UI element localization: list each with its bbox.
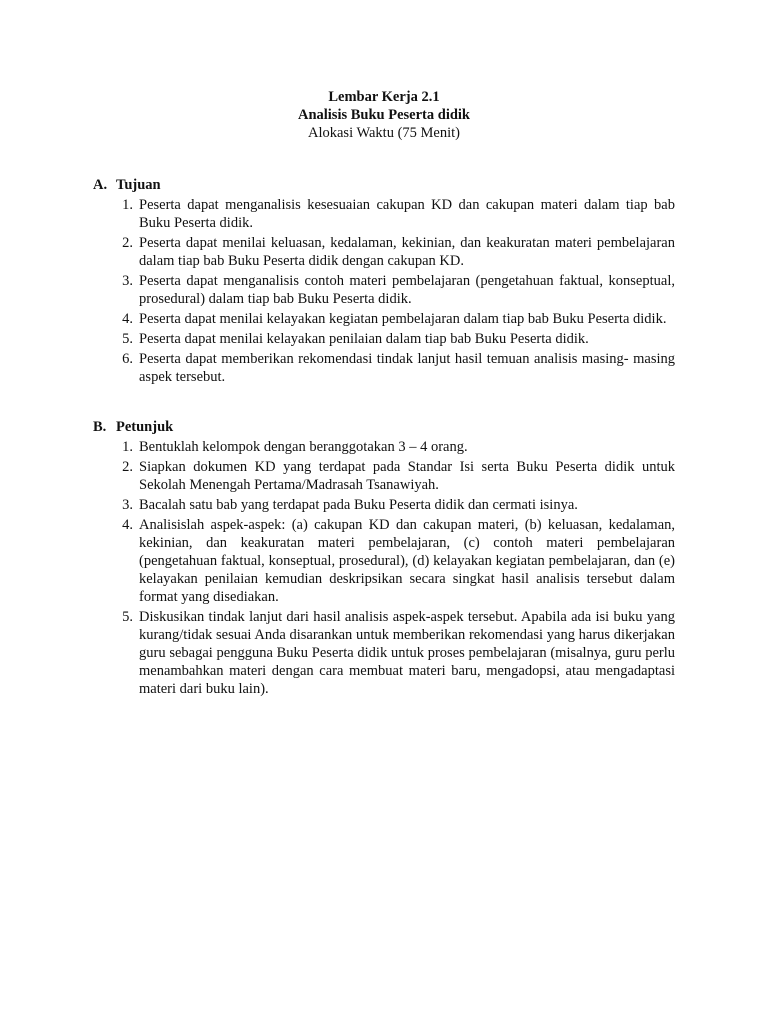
section-title: Petunjuk [116, 419, 174, 435]
time-allocation: Alokasi Waktu (75 Menit) [307, 125, 460, 141]
list-item [93, 516, 675, 606]
section-letter: A. [93, 177, 108, 193]
item-text: Siapkan dokumen KD yang terdapat pada Standar Isi serta Buku Peserta didik untuk Sekolah Menengah Pertama/Madrasah Tsanawiyah. [139, 459, 675, 493]
section-heading [93, 418, 675, 436]
list-item [93, 350, 675, 386]
worksheet-title: Lembar Kerja 2.1 [328, 89, 440, 105]
item-number: 5. [122, 609, 133, 625]
item-number: 1. [122, 439, 133, 455]
list-item [93, 196, 675, 232]
item-number: 5. [122, 331, 133, 347]
list-item [93, 458, 675, 494]
item-text: Bacalah satu bab yang terdapat pada Buku Peserta didik dan cermati isinya. [139, 497, 578, 513]
item-text: Peserta dapat memberikan rekomendasi tindak lanjut hasil temuan analisis masing- masing aspek tersebut. [139, 351, 675, 385]
item-number: 2. [122, 235, 133, 251]
document-header [0, 88, 768, 142]
item-text: Analisislah aspek-aspek: (a) cakupan KD dan cakupan materi, (b) keluasan, kedalaman, kekinian, dan keakuratan materi pembelajaran, (c) contoh materi pembelajaran (pengetahuan faktual, konseptual, prosedural), (d) kelayakan kegiatan pembelajaran, dan (e) kelayakan penilaian kemudian deskripsikan secara singkat hasil analisis tersebut dalam format yang disediakan. [139, 517, 675, 605]
section-title: Tujuan [116, 177, 161, 193]
list-item [93, 272, 675, 308]
list-item [93, 438, 675, 456]
item-text: Bentuklah kelompok dengan beranggotakan 3 – 4 orang. [139, 439, 468, 455]
worksheet-subtitle: Analisis Buku Peserta didik [297, 107, 471, 123]
item-number: 4. [122, 311, 133, 327]
item-text: Peserta dapat menilai kelayakan kegiatan pembelajaran dalam tiap bab Buku Peserta didik. [139, 311, 667, 327]
list-item [93, 310, 675, 328]
item-text: Peserta dapat menilai kelayakan penilaian dalam tiap bab Buku Peserta didik. [139, 331, 589, 347]
section-letter: B. [93, 419, 107, 435]
section-tujuan [93, 176, 675, 388]
list-item [93, 496, 675, 514]
list-item [93, 330, 675, 348]
item-text: Peserta dapat menganalisis kesesuaian cakupan KD dan cakupan materi dalam tiap bab Buku Peserta didik. [139, 197, 675, 231]
list-item [93, 608, 675, 698]
section-heading [93, 176, 675, 194]
item-text: Peserta dapat menilai keluasan, kedalaman, kekinian, dan keakuratan materi pembelajaran dalam tiap bab Buku Peserta didik dengan cakupan KD. [139, 235, 675, 269]
list-item [93, 234, 675, 270]
item-text: Peserta dapat menganalisis contoh materi pembelajaran (pengetahuan faktual, konseptual, prosedural) dalam tiap bab Buku Peserta didik. [139, 273, 675, 307]
item-number: 6. [122, 351, 133, 367]
item-number: 3. [122, 273, 133, 289]
item-number: 4. [122, 517, 133, 533]
item-number: 2. [122, 459, 133, 475]
tujuan-list [93, 196, 675, 386]
section-petunjuk [93, 418, 675, 700]
petunjuk-list [93, 438, 675, 698]
item-number: 3. [122, 497, 133, 513]
item-number: 1. [122, 197, 133, 213]
item-text: Diskusikan tindak lanjut dari hasil analisis aspek-aspek tersebut. Apabila ada isi buku yang kurang/tidak sesuai Anda disarankan untuk memberikan rekomendasi yang harus dikerjakan guru sebagai pengguna Buku Peserta didik untuk proses pembelajaran (misalnya, guru perlu menambahkan materi dengan cara membuat materi baru, mengadopsi, atau mengadaptasi materi dari buku lain). [139, 609, 675, 697]
